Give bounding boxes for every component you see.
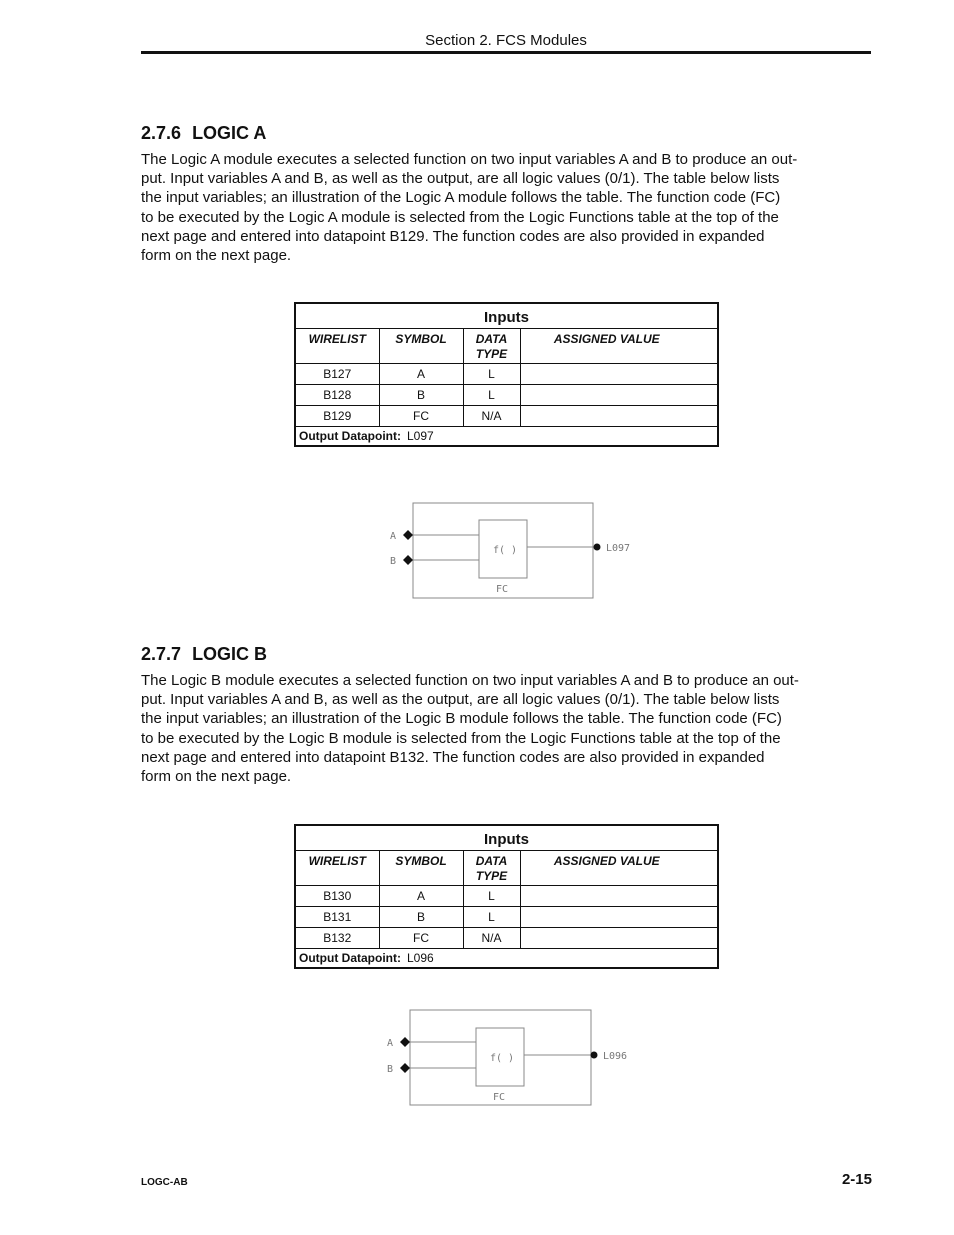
output-datapoint-label: Output Datapoint: [299,429,401,443]
paragraph-line: the input variables; an illustration of the Logic B module follows the table. The function code (FC) [141,710,782,728]
paragraph-line: form on the next page. [141,247,292,265]
assigned-value-cell [520,907,718,928]
footer-module-code: LOGC-AB [141,1177,188,1188]
column-header-symbol: SYMBOL [379,329,463,364]
paragraph-line: next page and entered into datapoint B132. The function codes are also provided in expanded [141,748,765,766]
output-datapoint-row [295,427,718,447]
table-row [295,928,718,949]
paragraph-line: The Logic A module executes a selected function on two input variables A and B to produce an out- [141,151,798,168]
table-row [295,406,718,427]
output-connector-icon [591,1052,598,1059]
section-heading-logic-b [141,644,267,665]
paragraph-line: The Logic B module executes a selected function on two input variables A and B to produce an out- [141,672,799,689]
logic-a-block-diagram [385,500,645,602]
paragraph-line: to be executed by the Logic B module is selected from the Logic Functions table at the top of the [141,729,781,747]
assigned-value-cell [520,364,718,385]
table-row [295,886,718,907]
input-a-label: A [387,1038,394,1049]
table-caption: Inputs [295,303,718,329]
logic-b-inputs-table [294,824,719,969]
function-label: f( ) [490,1053,515,1064]
data-type-cell: N/A [463,406,520,427]
running-header: Section 2. FCS Modules [425,32,587,49]
output-datapoint-value: L096 [406,951,434,965]
data-type-cell: L [463,385,520,406]
table-caption: Inputs [295,825,718,851]
output-connector-icon [594,544,601,551]
table-row [295,907,718,928]
input-a-connector-icon [400,1037,410,1047]
input-a-connector-icon [403,530,413,540]
symbol-cell: A [379,886,463,907]
output-datapoint-value: L097 [406,429,434,443]
wirelist-cell: B128 [295,385,379,406]
function-label: f( ) [493,545,518,556]
output-label: L096 [603,1051,628,1062]
section-title: LOGIC B [192,644,268,664]
input-b-label: B [390,556,397,567]
wirelist-cell: B127 [295,364,379,385]
section-title: LOGIC A [192,123,267,143]
column-header-data-type: DATA TYPE [463,329,520,364]
section-heading-logic-a [141,123,266,144]
paragraph-line: next page and entered into datapoint B129. The function codes are also provided in expanded [141,227,765,245]
fc-label: FC [496,584,509,595]
output-datapoint-label: Output Datapoint: [299,951,401,965]
column-header-assigned-value: ASSIGNED VALUE [520,329,718,364]
data-type-cell: L [463,907,520,928]
wirelist-cell: B132 [295,928,379,949]
data-type-cell: N/A [463,928,520,949]
assigned-value-cell [520,928,718,949]
paragraph-line: put. Input variables A and B, as well as the output, are all logic values (0/1). The table below lists [141,170,780,188]
section-number: 2.7.6 [141,123,182,143]
section-number: 2.7.7 [141,644,182,664]
wirelist-cell: B130 [295,886,379,907]
input-b-label: B [387,1064,394,1075]
input-a-label: A [390,531,397,542]
logic-b-description [141,671,873,786]
column-header-assigned-value: ASSIGNED VALUE [520,851,718,886]
output-label: L097 [606,543,631,554]
symbol-cell: A [379,364,463,385]
column-header-data-type: DATA TYPE [463,851,520,886]
wirelist-cell: B129 [295,406,379,427]
fc-label: FC [493,1092,506,1103]
column-header-symbol: SYMBOL [379,851,463,886]
symbol-cell: FC [379,406,463,427]
data-type-cell: L [463,886,520,907]
paragraph-line: form on the next page. [141,768,292,786]
paragraph-line: to be executed by the Logic A module is selected from the Logic Functions table at the top of the [141,208,779,226]
assigned-value-cell [520,886,718,907]
logic-a-description [141,150,873,265]
symbol-cell: FC [379,928,463,949]
paragraph-line: the input variables; an illustration of the Logic A module follows the table. The function code (FC) [141,189,781,207]
symbol-cell: B [379,385,463,406]
header-rule [141,51,871,54]
assigned-value-cell [520,406,718,427]
wirelist-cell: B131 [295,907,379,928]
page-number: 2-15 [841,1171,872,1188]
data-type-cell: L [463,364,520,385]
logic-a-inputs-table [294,302,719,447]
input-b-connector-icon [403,555,413,565]
output-datapoint-row [295,949,718,969]
logic-b-block-diagram [382,1007,642,1109]
column-header-wirelist: WIRELIST [295,851,379,886]
paragraph-line: put. Input variables A and B, as well as the output, are all logic values (0/1). The table below lists [141,691,780,709]
input-b-connector-icon [400,1063,410,1073]
table-row [295,364,718,385]
symbol-cell: B [379,907,463,928]
assigned-value-cell [520,385,718,406]
table-row [295,385,718,406]
column-header-wirelist: WIRELIST [295,329,379,364]
